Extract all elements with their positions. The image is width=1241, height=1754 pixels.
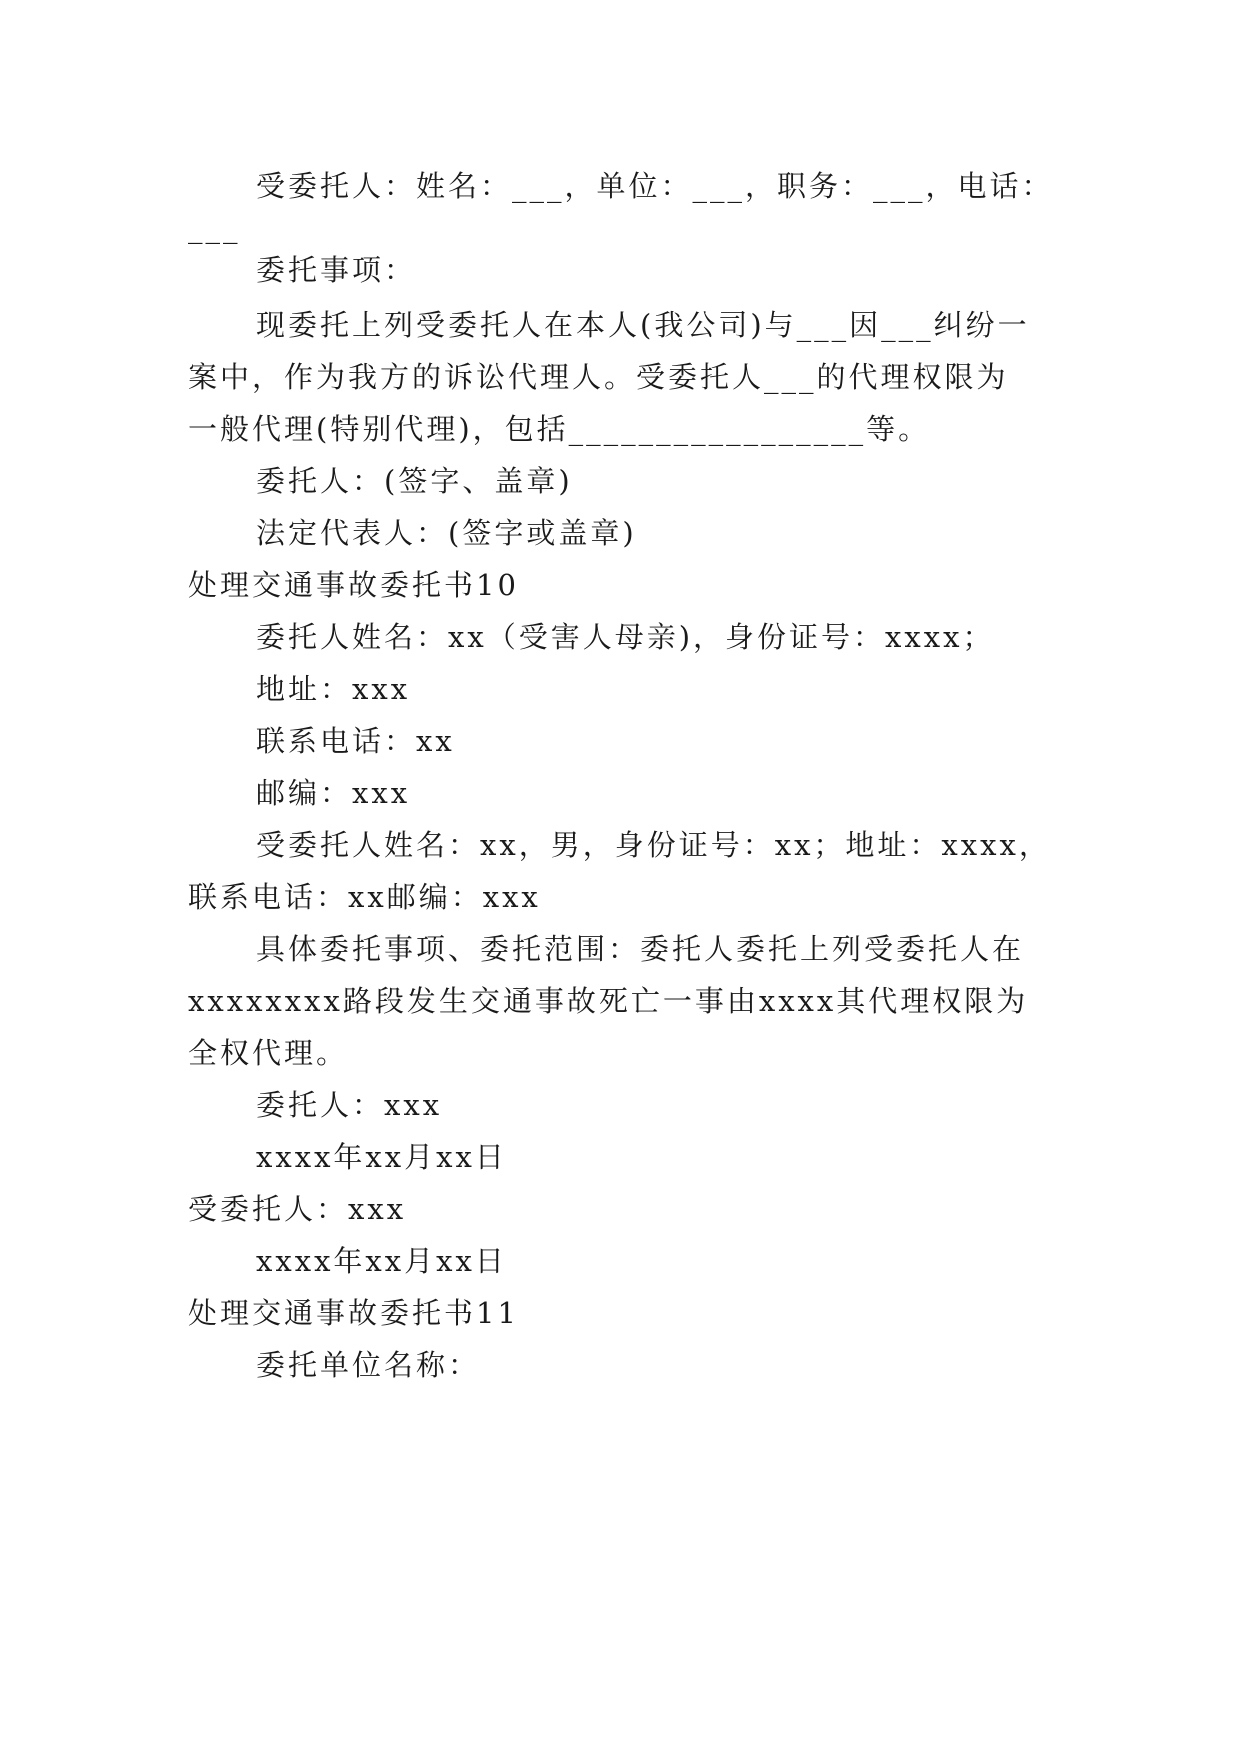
- text-line: ___: [188, 210, 241, 244]
- section-heading: 处理交通事故委托书10: [188, 568, 519, 602]
- text-line: 委托单位名称：: [256, 1348, 481, 1382]
- text-line: 案中，作为我方的诉讼代理人。受委托人___的代理权限为: [188, 360, 1009, 394]
- text-line: 联系电话：xx: [256, 724, 455, 758]
- text-line: xxxx年xx月xx日: [256, 1140, 507, 1174]
- text-line: 委托人：(签字、盖章): [256, 464, 573, 498]
- text-line: 受委托人姓名：xx，男，身份证号：xx；地址：xxxx，: [256, 828, 1051, 862]
- text-line: 联系电话：xx邮编：xxx: [188, 880, 541, 914]
- text-line: 全权代理。: [188, 1036, 349, 1070]
- text-line: 地址：xxx: [256, 672, 411, 706]
- text-line: xxxx年xx月xx日: [256, 1244, 507, 1278]
- section-heading: 处理交通事故委托书11: [188, 1296, 519, 1330]
- text-line: 邮编：xxx: [256, 776, 411, 810]
- text-line: 一般代理(特别代理)，包括_________________等。: [188, 412, 931, 446]
- text-line: 委托事项：: [256, 253, 417, 287]
- text-line: 具体委托事项、委托范围：委托人委托上列受委托人在: [256, 932, 1025, 966]
- text-line: 委托人姓名：xx（受害人母亲)，身份证号：xxxx；: [256, 620, 995, 654]
- text-line: 法定代表人：(签字或盖章): [256, 516, 637, 550]
- text-line: 受委托人：姓名：___，单位：___，职务：___，电话：: [256, 169, 1054, 203]
- text-line: 委托人：xxx: [256, 1088, 443, 1122]
- text-line: 受委托人：xxx: [188, 1192, 407, 1226]
- text-line: 现委托上列受委托人在本人(我公司)与___因___纠纷一: [256, 308, 1030, 342]
- text-line: xxxxxxxx路段发生交通事故死亡一事由xxxx其代理权限为: [188, 984, 1029, 1018]
